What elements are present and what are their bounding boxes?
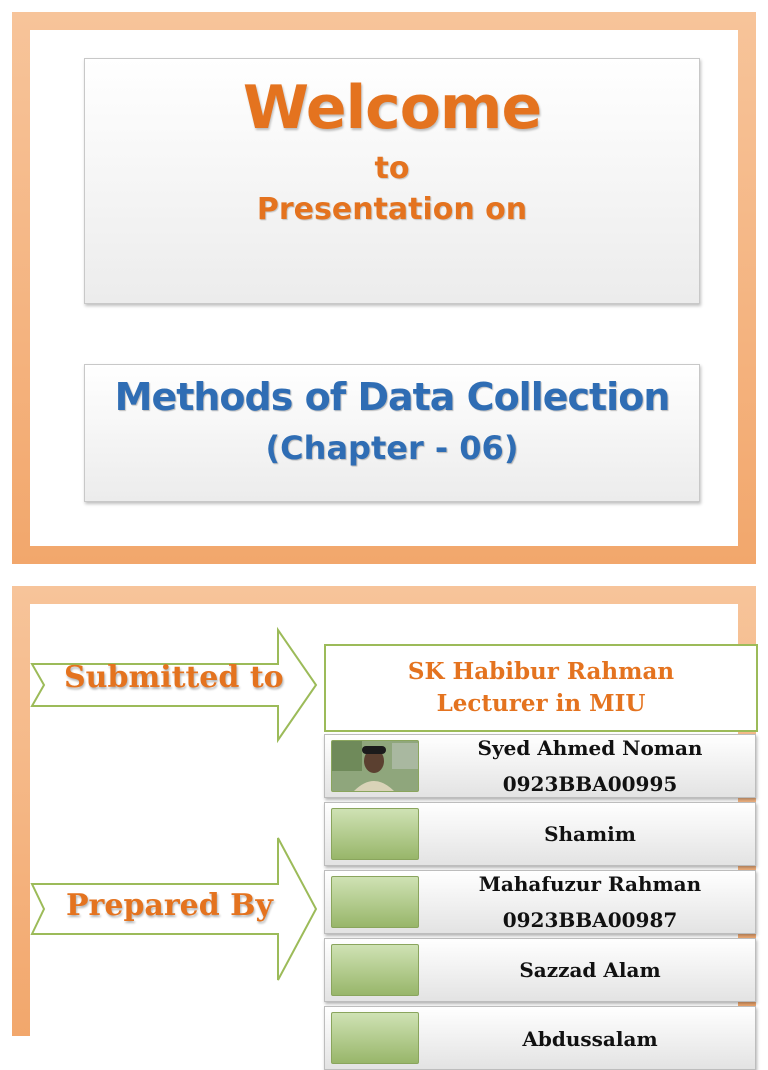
member-photo-placeholder bbox=[331, 876, 419, 928]
topic-title: Methods of Data Collection bbox=[114, 375, 670, 419]
slide-credits bbox=[12, 586, 756, 1051]
member-card bbox=[324, 938, 756, 1002]
submitted-to-label: Submitted to bbox=[64, 660, 284, 695]
member-name: Syed Ahmed Noman bbox=[477, 736, 703, 760]
topic-box bbox=[84, 364, 700, 502]
member-photo-placeholder bbox=[331, 1012, 419, 1064]
member-photo bbox=[331, 740, 419, 792]
member-id: 0923BBA00995 bbox=[502, 772, 678, 796]
slide-welcome bbox=[12, 12, 756, 564]
lecturer-box bbox=[324, 644, 758, 732]
lecturer-title: Lecturer in MIU bbox=[436, 690, 646, 717]
member-card bbox=[324, 870, 756, 934]
member-card bbox=[324, 1006, 756, 1070]
member-name: Sazzad Alam bbox=[519, 958, 661, 982]
person-photo-icon bbox=[332, 741, 418, 791]
slide-credits-body bbox=[30, 604, 738, 1051]
member-name: Mahafuzur Rahman bbox=[478, 872, 702, 896]
member-photo-placeholder bbox=[331, 808, 419, 860]
welcome-heading: Welcome bbox=[242, 73, 542, 143]
welcome-box bbox=[84, 58, 700, 304]
prepared-by-label: Prepared By bbox=[66, 888, 273, 923]
presentation-text: Presentation on bbox=[256, 192, 528, 227]
member-card bbox=[324, 734, 756, 798]
member-card bbox=[324, 802, 756, 866]
member-name: Abdussalam bbox=[522, 1027, 658, 1051]
lecturer-name: SK Habibur Rahman bbox=[407, 658, 675, 685]
slide-welcome-body bbox=[30, 30, 738, 546]
to-text: to bbox=[374, 151, 410, 186]
member-photo-placeholder bbox=[331, 944, 419, 996]
chapter-text: (Chapter - 06) bbox=[265, 429, 519, 467]
member-id: 0923BBA00987 bbox=[502, 908, 678, 932]
member-name: Shamim bbox=[544, 822, 636, 846]
